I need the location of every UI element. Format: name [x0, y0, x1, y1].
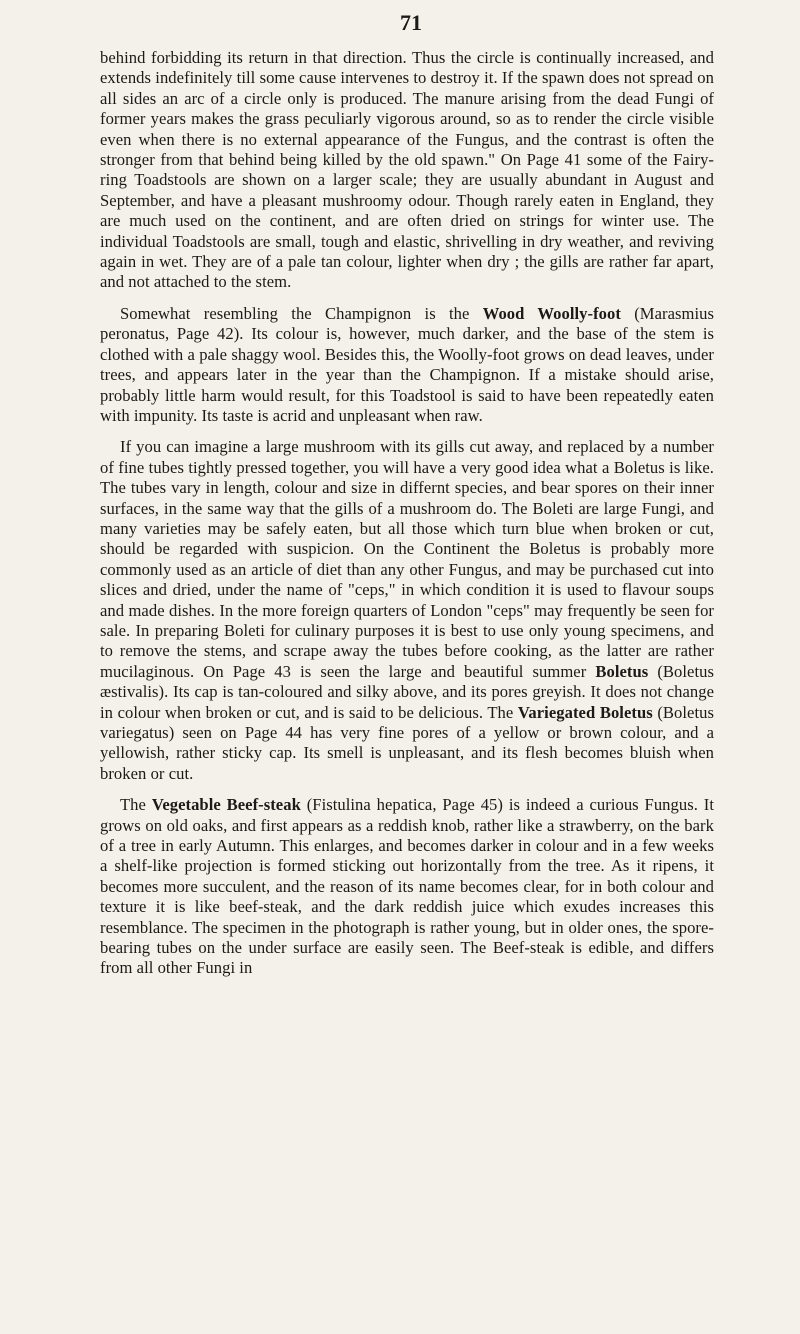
paragraph-2-text-a: Somewhat resembling the Champignon is the	[120, 303, 483, 323]
paragraph-1	[100, 48, 714, 293]
paragraph-1-text: behind forbidding its return in that direction. Thus the circle is continually increased, and extends indefinitely till some cause intervenes to destroy it. If the spawn does not spread on all sides an arc of a circle only is produced. The manure arising from the dead Fungi of former years makes the grass peculiarly vigorous around, so as to render the circle visible even when there is no external appearance of the Fungus, and the contrast is often the stronger from that behind being killed by the old spawn." On Page 41 some of the Fairy-ring Toadstools are shown on a larger scale; they are usually abundant in August and September, and have a pleasant mushroomy odour. Though rarely eaten in England, they are much used on the continent, and are often dried on strings for winter use. The individual Toadstools are small, tough and elastic, shrivelling in dry weather, and reviving again in wet. They are of a pale tan colour, lighter when dry ; the gills are rather far apart, and not attached to the stem.	[100, 48, 714, 292]
paragraph-4-text-b: (Fistulina hepatica, Page 45) is indeed a curious Fungus. It grows on old oaks, and first appears as a reddish knob, rather like a strawberry, on the bark of a tree in early Autumn. This enlarges, and becomes darker in colour and in a few weeks a shelf-like projection is formed sticking out horizontally from the tree. As it ripens, it becomes more succulent, and the reason of its name becomes clear, for in both colour and texture it is like beef-steak, and the dark reddish juice which exudes increases this resemblance. The specimen in the photograph is rather young, but in older ones, the spore-bearing tubes on the under surface are easily seen. The Beef-steak is edible, and differs from all other Fungi in	[100, 795, 714, 978]
paragraph-3-text-c: (Boletus variegatus) seen on Page 44 has very fine pores of a yellow or brown colour, and a yellowish, rather sticky cap. Its smell is unpleasant, and its flesh becomes bluish when broken or cut.	[100, 702, 714, 783]
paragraph-3-text-b: (Boletus æstivalis). Its cap is tan-coloured and silky above, and its pores greyish. It does not change in colour when broken or cut, and is said to be delicious. The	[100, 661, 714, 722]
paragraph-4-text-a: The	[120, 795, 152, 815]
paragraph-3	[100, 437, 714, 784]
term-wood-woolly-foot: Wood Woolly-foot	[482, 303, 621, 323]
paragraph-2-text-b: (Marasmius peronatus, Page 42). Its colour is, however, much darker, and the base of the stem is clothed with a pale shaggy wool. Besides this, the Woolly-foot grows on dead leaves, under trees, and appears later in the year than the Champignon. If a mistake should arise, probably little harm would result, for this Toadstool is said to have been repeatedly eaten with impunity. Its taste is acrid and unpleasant when raw.	[100, 303, 715, 425]
term-vegetable-beef-steak: Vegetable Beef-steak	[151, 795, 301, 815]
paragraph-3-text-a: If you can imagine a large mushroom with its gills cut away, and replaced by a number of fine tubes tightly pressed together, you will have a very good idea what a Boletus is like. The tubes vary in length, colour and size in differnt species, and bear spores on their inner surfaces, in the same way that the gills of a mushroom do. The Boleti are large Fungi, and many varieties may be safely eaten, but all those which turn blue when broken or cut, should be regarded with suspicion. On the Continent the Boletus is probably more commonly used as an article of diet than any other Fungus, and may be purchased cut into slices and dried, under the name of "ceps," in which condition it is used to flavour soups and made dishes. In the more foreign quarters of London "ceps" may frequently be seen for sale. In preparing Boleti for culinary purposes it is best to use only young specimens, and to remove the stems, and scrape away the tubes before cooking, as the latter are rather mucilaginous. On Page 43 is seen the large and beautiful summer	[100, 437, 714, 681]
term-boletus: Boletus	[595, 661, 649, 681]
paragraph-2	[100, 304, 714, 426]
page-number: 71	[400, 10, 422, 35]
paragraph-4	[100, 795, 714, 979]
term-variegated-boletus: Variegated Boletus	[517, 702, 653, 722]
